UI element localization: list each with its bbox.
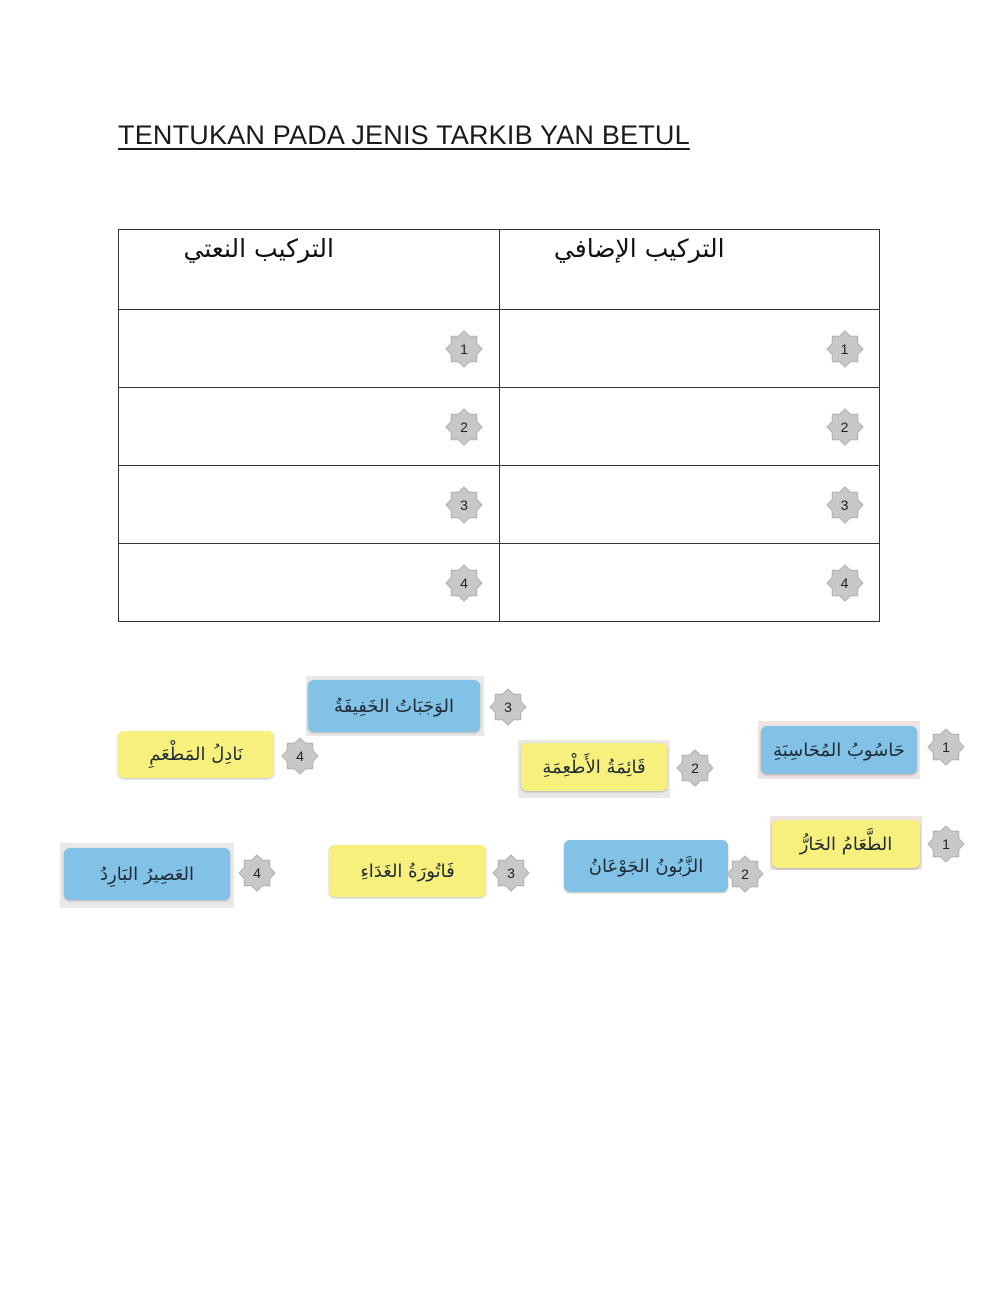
drop-zone-idhafi-2[interactable] bbox=[499, 388, 880, 466]
chip-number: 3 bbox=[504, 699, 512, 715]
chip-star-icon bbox=[927, 825, 965, 863]
table-row bbox=[119, 310, 880, 388]
chip-star-icon bbox=[238, 854, 276, 892]
chip-label: حَاسُوبُ المُحَاسِبَةِ bbox=[773, 739, 905, 761]
table-row bbox=[119, 388, 880, 466]
chip-star-icon bbox=[726, 855, 764, 893]
table-header-row bbox=[119, 230, 880, 310]
drop-zone-idhafi-1[interactable] bbox=[499, 310, 880, 388]
draggable-chip[interactable] bbox=[521, 743, 667, 791]
chip-number: 4 bbox=[296, 748, 304, 764]
chip-label: العَصِيرُ البَارِدُ bbox=[100, 863, 194, 885]
chip-star-icon bbox=[489, 688, 527, 726]
slot-star-icon bbox=[445, 486, 483, 524]
slot-star-icon bbox=[826, 330, 864, 368]
slot-number: 4 bbox=[460, 574, 468, 591]
slot-number: 3 bbox=[840, 496, 849, 513]
drop-zone-idhafi-4[interactable] bbox=[499, 544, 880, 622]
header-nati-label: التركيب النعتي bbox=[183, 234, 334, 263]
answer-table bbox=[118, 229, 880, 622]
chip-number: 2 bbox=[691, 760, 699, 776]
slot-number: 1 bbox=[840, 340, 849, 357]
drop-zone-nati-2[interactable] bbox=[119, 388, 500, 466]
table-row bbox=[119, 544, 880, 622]
slot-number: 4 bbox=[840, 574, 849, 591]
draggable-chip[interactable] bbox=[308, 680, 480, 732]
slot-star-icon bbox=[826, 564, 864, 602]
slot-star-icon bbox=[826, 408, 864, 446]
slot-star-icon bbox=[445, 564, 483, 602]
header-idhafi bbox=[499, 230, 880, 310]
chip-number: 3 bbox=[507, 865, 515, 881]
chip-label: الوَجَبَاتُ الخَفِيفَةُ bbox=[334, 695, 454, 717]
chip-label: الزَّبُونُ الجَوْعَانُ bbox=[588, 855, 704, 877]
chip-star-icon bbox=[927, 728, 965, 766]
chip-number: 4 bbox=[253, 865, 261, 881]
page-title: TENTUKAN PADA JENIS TARKIB YAN BETUL bbox=[118, 120, 690, 150]
chip-star-icon bbox=[676, 749, 714, 787]
chip-star-icon bbox=[281, 737, 319, 775]
draggable-chip[interactable] bbox=[64, 848, 230, 900]
slot-star-icon bbox=[445, 330, 483, 368]
chip-label: فَاتُورَةُ الغَدَاءِ bbox=[360, 860, 455, 882]
slot-star-icon bbox=[445, 408, 483, 446]
draggable-chip[interactable] bbox=[564, 840, 728, 892]
drop-zone-nati-3[interactable] bbox=[119, 466, 500, 544]
chip-number: 1 bbox=[942, 836, 950, 852]
chip-number: 2 bbox=[741, 866, 749, 882]
drop-zone-idhafi-3[interactable] bbox=[499, 466, 880, 544]
draggable-chip[interactable] bbox=[772, 820, 920, 868]
slot-number: 1 bbox=[460, 340, 468, 357]
draggable-chip[interactable] bbox=[761, 726, 917, 774]
slot-star-icon bbox=[826, 486, 864, 524]
chip-label: الطَّعَامُ الحَارُّ bbox=[799, 833, 893, 855]
chip-number: 1 bbox=[942, 739, 950, 755]
draggable-chip[interactable] bbox=[118, 731, 274, 778]
slot-number: 2 bbox=[460, 418, 468, 435]
drop-zone-nati-1[interactable] bbox=[119, 310, 500, 388]
chip-label: قَائِمَةُ الأَطْعِمَةِ bbox=[542, 756, 646, 778]
slot-number: 3 bbox=[460, 496, 468, 513]
drop-zone-nati-4[interactable] bbox=[119, 544, 500, 622]
slot-number: 2 bbox=[840, 418, 849, 435]
header-idhafi-label: التركيب الإضافي bbox=[553, 234, 725, 263]
chip-label: نَادِلُ المَطْعَمِ bbox=[149, 744, 243, 765]
chip-star-icon bbox=[492, 854, 530, 892]
table-row bbox=[119, 466, 880, 544]
draggable-chip[interactable] bbox=[329, 845, 486, 897]
header-nati bbox=[119, 230, 500, 310]
